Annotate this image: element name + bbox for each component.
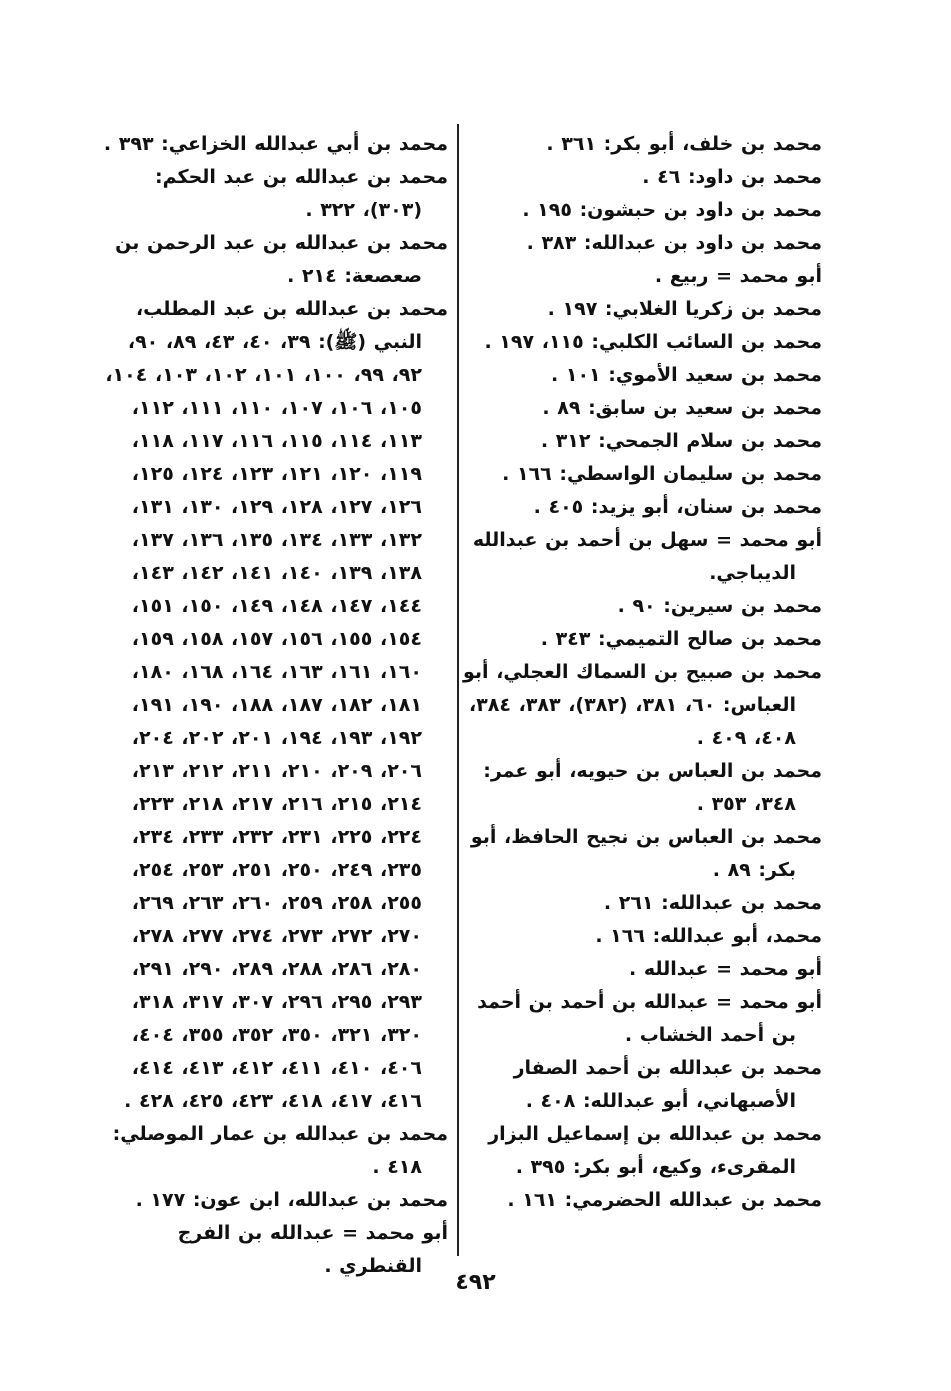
index-entry: محمد بن العباس بن حيويه، أبو عمر: ٣٤٨، ٣٥٣ . bbox=[483, 760, 822, 815]
index-entry: أبو محمد = سهل بن أحمد بن عبدالله الديباجي. bbox=[472, 529, 822, 584]
index-entry: محمد بن عبدالله بن عمار الموصلي: ٤١٨ . bbox=[112, 1123, 448, 1178]
index-entry: محمد بن صالح التميمي: ٣٤٣ . bbox=[540, 628, 822, 650]
index-entry: محمد بن خلف، أبو بكر: ٣٦١ . bbox=[546, 133, 822, 155]
index-entry: محمد بن داود: ٤٦ . bbox=[642, 166, 822, 188]
index-entry: أبو محمد = ربيع . bbox=[654, 265, 822, 287]
index-entry: محمد بن العباس بن نجيح الحافظ، أبو بكر: ٨٩ . bbox=[470, 826, 822, 881]
index-entry: محمد بن سنان، أبو يزيد: ٤٠٥ . bbox=[533, 496, 822, 518]
index-entry: محمد بن السائب الكلبي: ١١٥، ١٩٧ . bbox=[484, 331, 822, 353]
index-entry: أبو محمد = عبدالله بن أحمد بن أحمد بن أحمد الخشاب . bbox=[477, 991, 822, 1046]
index-entry: محمد بن سيرين: ٩٠ . bbox=[617, 595, 822, 617]
index-entry: أبو محمد = عبدالله بن الفرج القنطري . bbox=[177, 1222, 448, 1277]
index-entry: محمد بن صبيح بن السماك العجلي، أبو العباس: ٦٠، ٣٨١، (٣٨٢)، ٣٨٣، ٣٨٤، ٤٠٨، ٤٠٩ . bbox=[463, 661, 822, 749]
index-entry: أبو محمد = عبدالله . bbox=[629, 958, 822, 980]
index-entry: محمد بن داود بن عبدالله: ٣٨٣ . bbox=[526, 232, 822, 254]
index-entry: محمد بن عبدالله بن عبد المطلب، النبي (ﷺ): ٣٩، ٤٠، ٤٣، ٨٩، ٩٠، ٩٢، ٩٩، ١٠٠، ١٠١، ١٠٢، ١٠٣، ١٠٤، ١٠٥، ١٠٦، ١٠٧، ١١٠، ١١١، ١١٢، ١١٣، ١١٤، ١١٥، ١١٦، ١١٧، ١١٨، ١١٩، ١٢٠، ١٢١، ١٢٣، ١٢٤، ١٢٥، ١٢٦، ١٢٧، ١٢٨، ١٢٩، ١٣٠، ١٣١، ١٣٢، ١٣٣، ١٣٤، ١٣٥، ١٣٦، ١٣٧، ١٣٨، ١٣٩، ١٤٠، ١٤١، ١٤٢، ١٤٣، ١٤٤، ١٤٧، ١٤٨، ١٤٩، ١٥٠، ١٥١، ١٥٤، ١٥٥، ١٥٦، ١٥٧، ١٥٨، ١٥٩، ١٦٠، ١٦١، ١٦٣، ١٦٤، ١٦٨، ١٨٠، ١٨١، ١٨٢، ١٨٧، ١٨٨، ١٩٠، ١٩١، ١٩٢، ١٩٣، ١٩٤، ٢٠١، ٢٠٢، ٢٠٤، ٢٠٦، ٢٠٩، ٢١٠، ٢١١، ٢١٢، ٢١٣، ٢١٤، ٢١٥، ٢١٦، ٢١٧، ٢١٨، ٢٢٣، ٢٢٤، ٢٢٥، ٢٣١، ٢٣٢، ٢٣٣، ٢٣٤، ٢٣٥، ٢٤٩، ٢٥٠، ٢٥١، ٢٥٣، ٢٥٤، ٢٥٥، ٢٥٨، ٢٥٩، ٢٦٠، ٢٦٣، ٢٦٩، ٢٧٠، ٢٧٢، ٢٧٣، ٢٧٤، ٢٧٧، ٢٧٨، ٢٨٠، ٢٨٦، ٢٨٨، ٢٨٩، ٢٩٠، ٢٩١، ٢٩٣، ٢٩٥، ٢٩٦، ٣٠٧، ٣١٧، ٣١٨، ٣٢٠، ٣٢١، ٣٥٠، ٣٥٢، ٣٥٥، ٤٠٤، ٤٠٦، ٤١٠، ٤١١، ٤١٢، ٤١٣، ٤١٤، ٤١٦، ٤١٧، ٤١٨، ٤٢٣، ٤٢٥، ٤٢٨ . bbox=[105, 298, 448, 1112]
index-entry: محمد بن زكريا الغلابي: ١٩٧ . bbox=[547, 298, 822, 320]
index-entry: محمد، أبو عبدالله: ١٦٦ . bbox=[595, 925, 822, 947]
index-entry: محمد بن أبي عبدالله الخزاعي: ٣٩٣ . bbox=[103, 133, 448, 155]
index-entry: محمد بن داود بن حبشون: ١٩٥ . bbox=[522, 199, 822, 221]
index-entry: محمد بن عبدالله بن عبد الرحمن بن صعصعة: ٢١٤ . bbox=[115, 232, 448, 287]
index-entry: محمد بن عبدالله بن إسماعيل البزار المقرىء، وكيع، أبو بكر: ٣٩٥ . bbox=[488, 1123, 822, 1178]
index-entry: محمد بن عبدالله الحضرمي: ١٦١ . bbox=[507, 1189, 822, 1211]
page-number: ٤٩٢ bbox=[455, 1270, 496, 1295]
index-entry: محمد بن عبدالله: ٢٦١ . bbox=[603, 892, 822, 914]
index-entry: محمد بن سعيد الأموي: ١٠١ . bbox=[551, 364, 822, 386]
right-index-column bbox=[462, 128, 822, 1217]
column-divider bbox=[457, 124, 459, 1256]
index-entry: محمد بن سليمان الواسطي: ١٦٦ . bbox=[502, 463, 822, 485]
left-index-column bbox=[98, 128, 448, 1283]
index-entry: محمد بن عبدالله بن عبد الحكم: (٣٠٣)، ٣٢٢ . bbox=[155, 166, 448, 221]
index-entry: محمد بن سلام الجمحي: ٣١٢ . bbox=[540, 430, 822, 452]
index-entry: محمد بن عبدالله، ابن عون: ١٧٧ . bbox=[135, 1189, 448, 1211]
index-entry: محمد بن سعيد بن سابق: ٨٩ . bbox=[542, 397, 822, 419]
index-entry: محمد بن عبدالله بن أحمد الصفار الأصبهاني، أبو عبدالله: ٤٠٨ . bbox=[513, 1057, 822, 1112]
